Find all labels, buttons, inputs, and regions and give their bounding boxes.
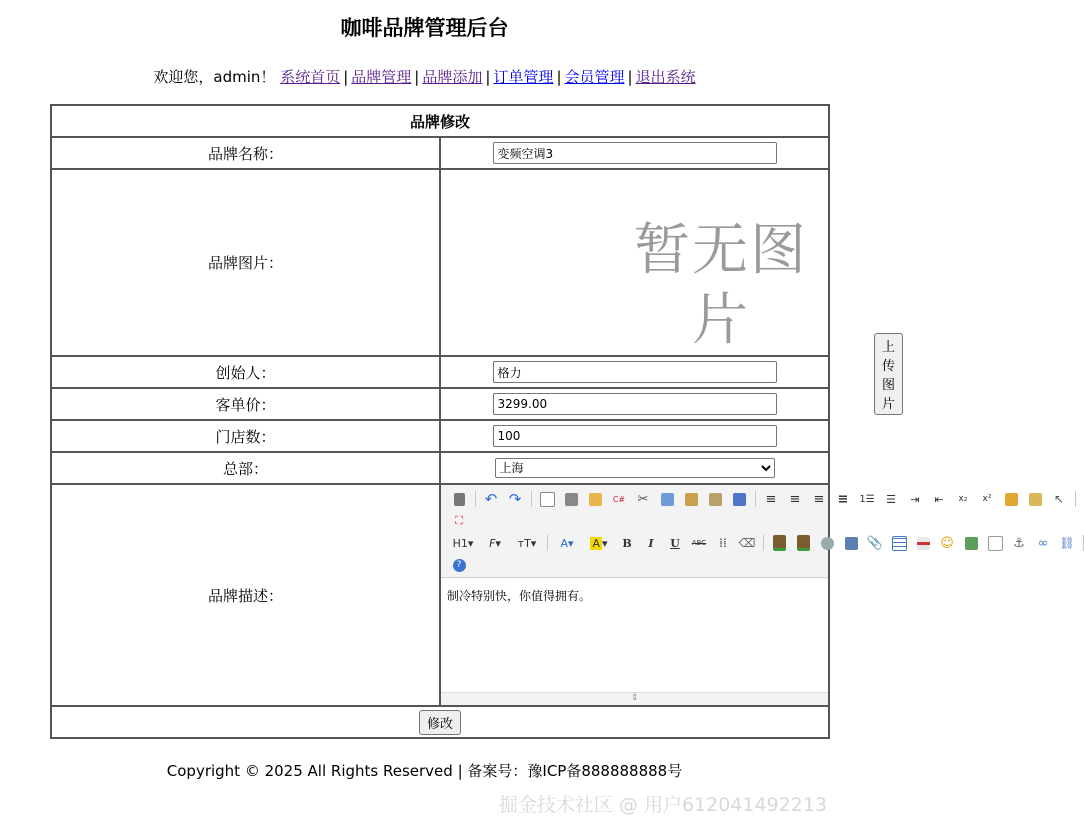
ordered-list-icon[interactable]: 1☰ <box>859 493 875 505</box>
nav-separator: | <box>414 68 420 86</box>
brand-name-input[interactable] <box>493 142 777 164</box>
footer-copyright: Copyright © 2025 All Rights Reserved | 备案号：豫ICP备888888888号 <box>166 762 683 780</box>
brand-name-cell <box>440 137 829 169</box>
no-image-placeholder: 暂无图片 <box>634 218 808 353</box>
eraser-icon[interactable]: ⌫ <box>738 536 756 550</box>
font-family-icon[interactable]: F▾ <box>489 536 501 550</box>
unordered-list-icon[interactable]: ☰ <box>886 492 896 506</box>
nav-link-brand-manage[interactable]: 品牌管理 <box>351 68 412 86</box>
stores-input[interactable] <box>493 425 777 447</box>
toolbar-row-1b <box>449 510 822 532</box>
clear-format-icon[interactable] <box>1001 489 1021 509</box>
flash-icon[interactable] <box>817 533 837 553</box>
media-icon[interactable] <box>841 533 861 553</box>
toolbar-separator <box>531 491 532 507</box>
nav-link-brand-add[interactable]: 品牌添加 <box>422 68 483 86</box>
hq-select[interactable] <box>495 458 775 478</box>
line-height-icon[interactable]: ⁞⁞ <box>719 536 727 550</box>
form-caption: 品牌修改 <box>51 105 829 137</box>
submit-cell <box>51 706 829 738</box>
submit-button[interactable]: 修改 <box>419 710 461 735</box>
paste-text-icon[interactable] <box>705 489 725 509</box>
stores-cell <box>440 420 829 452</box>
table-icon[interactable] <box>889 533 909 553</box>
toolbar-separator <box>755 491 756 507</box>
hq-cell <box>440 452 829 484</box>
nav-separator: | <box>556 68 562 86</box>
preview-icon[interactable] <box>537 489 557 509</box>
toolbar-separator <box>475 491 476 507</box>
heading-icon[interactable]: H1 ▾ <box>452 536 474 550</box>
emoticon-icon[interactable]: ☺ <box>940 535 954 551</box>
brand-image-label: 品牌图片： <box>51 169 440 356</box>
italic-icon[interactable]: I <box>648 536 654 550</box>
founder-cell <box>440 356 829 388</box>
editor-resize-handle[interactable]: ⇕ <box>441 692 828 705</box>
price-label: 客单价： <box>51 388 440 420</box>
editor-toolbar <box>441 485 1075 578</box>
toolbar-separator <box>547 535 548 551</box>
map-icon[interactable] <box>961 533 981 553</box>
welcome-text: 欢迎您，admin！ <box>153 68 276 86</box>
select-all-icon[interactable] <box>1025 489 1045 509</box>
hq-label: 总部： <box>51 452 440 484</box>
attachment-icon[interactable]: 📎 <box>866 535 884 551</box>
align-left-icon[interactable]: ≡ <box>765 491 777 507</box>
underline-icon[interactable]: U <box>670 536 680 550</box>
price-input[interactable] <box>493 393 777 415</box>
price-cell <box>440 388 829 420</box>
nav-link-logout[interactable]: 退出系统 <box>635 68 696 86</box>
toolbar-separator <box>1075 491 1076 507</box>
brand-image-cell <box>440 169 896 412</box>
toolbar-row-2b <box>449 554 822 576</box>
pagebreak-icon[interactable] <box>985 533 1005 553</box>
strikethrough-icon[interactable]: ABC <box>691 539 707 547</box>
image-icon[interactable] <box>769 533 789 553</box>
highlight-icon[interactable]: A ▾ <box>592 536 608 550</box>
paste-word-icon[interactable] <box>729 489 749 509</box>
help-icon[interactable]: ? <box>449 555 469 575</box>
print-icon[interactable] <box>561 489 581 509</box>
founder-label: 创始人： <box>51 356 440 388</box>
upload-image-button[interactable]: 上传图片 <box>874 333 903 415</box>
bold-icon[interactable]: B <box>622 536 632 550</box>
stores-label: 门店数： <box>51 420 440 452</box>
align-center-icon[interactable]: ≡ <box>789 491 801 507</box>
outdent-icon[interactable]: ⇤ <box>934 492 944 506</box>
template-icon[interactable] <box>585 489 605 509</box>
watermark-text: 掘金技术社区 @ 用户612041492213 <box>498 794 827 816</box>
hr-icon[interactable] <box>913 533 933 553</box>
code-icon[interactable]: C# <box>612 494 626 504</box>
top-navigation <box>0 64 849 90</box>
toolbar-row-2 <box>449 532 1075 554</box>
rich-text-editor <box>441 485 1075 705</box>
font-size-icon[interactable]: тT▾ <box>517 536 537 550</box>
toolbar-row-1 <box>449 488 1065 510</box>
align-right-icon[interactable]: ≡ <box>813 491 825 507</box>
brand-name-label: 品牌名称： <box>51 137 440 169</box>
nav-link-order-manage[interactable]: 订单管理 <box>493 68 554 86</box>
undo-icon[interactable]: ↶ <box>484 490 498 508</box>
nav-separator: | <box>485 68 491 86</box>
nav-link-home[interactable]: 系统首页 <box>280 68 341 86</box>
heading-label: H1 <box>452 536 468 550</box>
nav-separator: | <box>343 68 349 86</box>
select-icon[interactable]: ↖ <box>1053 492 1065 506</box>
description-cell <box>440 484 1075 706</box>
fullscreen-icon[interactable]: ⛶ <box>455 514 463 527</box>
paste-icon[interactable] <box>681 489 701 509</box>
font-color-icon[interactable]: A▾ <box>560 536 574 550</box>
anchor-icon[interactable]: ⚓ <box>1013 535 1025 551</box>
cut-icon[interactable]: ✂ <box>637 491 649 507</box>
description-label: 品牌描述： <box>51 484 440 706</box>
nav-link-member-manage[interactable]: 会员管理 <box>564 68 625 86</box>
editor-content[interactable]: 制冷特别快，你值得拥有。 <box>447 589 592 603</box>
nav-separator: | <box>627 68 633 86</box>
unlink-icon[interactable]: ⛓ <box>1059 536 1075 550</box>
superscript-icon[interactable]: x² <box>982 494 992 504</box>
page-title: 咖啡品牌管理后台 <box>340 16 509 40</box>
founder-input[interactable] <box>493 361 777 383</box>
source-icon[interactable] <box>449 489 469 509</box>
toolbar-separator <box>763 535 764 551</box>
link-icon[interactable]: ∞ <box>1037 535 1049 551</box>
justify-icon[interactable]: ≡ <box>837 491 849 507</box>
redo-icon[interactable]: ↷ <box>508 490 522 508</box>
copy-icon[interactable] <box>657 489 677 509</box>
indent-icon[interactable]: ⇥ <box>910 492 920 506</box>
multi-image-icon[interactable] <box>793 533 813 553</box>
brand-edit-form <box>50 104 1075 739</box>
subscript-icon[interactable]: x₂ <box>958 494 968 504</box>
